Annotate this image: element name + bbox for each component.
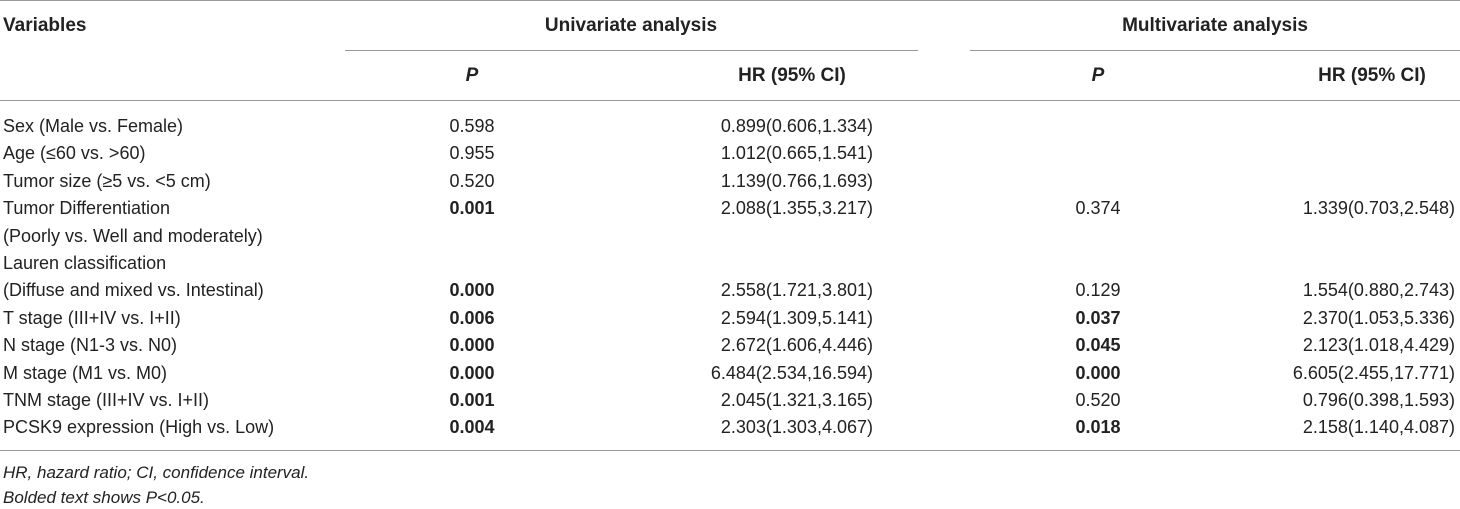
row-uni-p: 0.001 — [449, 390, 495, 410]
row-uni-p: 0.955 — [449, 143, 495, 163]
row-uni-p: 0.001 — [449, 198, 495, 218]
row-variable: (Diffuse and mixed vs. Intestinal) — [3, 280, 264, 300]
row-multi-hr: 2.370(1.053,5.336) — [1302, 308, 1455, 328]
row-uni-hr: 6.484(2.534,16.594) — [710, 363, 873, 383]
row-uni-hr: 2.088(1.355,3.217) — [720, 198, 873, 218]
footnote-abbreviations: HR, hazard ratio; CI, confidence interval. — [3, 463, 310, 482]
row-variable: Lauren classification — [3, 253, 167, 273]
row-uni-p: 0.004 — [449, 417, 495, 437]
row-multi-hr: 1.339(0.703,2.548) — [1302, 198, 1455, 218]
row-variable: N stage (N1-3 vs. N0) — [3, 335, 178, 355]
row-uni-p: 0.006 — [449, 308, 495, 328]
header-variables: Variables — [3, 15, 87, 36]
row-multi-hr: 0.796(0.398,1.593) — [1302, 390, 1455, 410]
row-variable: (Poorly vs. Well and moderately) — [3, 226, 263, 246]
row-multi-hr: 2.158(1.140,4.087) — [1302, 417, 1455, 437]
row-multi-p: 0.520 — [1075, 390, 1121, 410]
multivariate-underline — [970, 50, 1460, 51]
row-uni-hr: 2.045(1.321,3.165) — [720, 390, 873, 410]
row-uni-hr: 1.012(0.665,1.541) — [720, 143, 873, 163]
univariate-underline — [345, 50, 918, 51]
row-variable: TNM stage (III+IV vs. I+II) — [3, 390, 210, 410]
row-multi-p: 0.129 — [1075, 280, 1121, 300]
row-uni-p: 0.000 — [449, 335, 495, 355]
row-multi-p: 0.000 — [1075, 363, 1121, 383]
row-multi-p: 0.018 — [1075, 417, 1121, 437]
row-uni-p: 0.000 — [449, 363, 495, 383]
row-uni-p: 0.520 — [449, 171, 495, 191]
row-uni-hr: 2.558(1.721,3.801) — [720, 280, 873, 300]
header-uni-hr: HR (95% CI) — [738, 65, 846, 86]
row-uni-p: 0.598 — [449, 116, 495, 136]
row-multi-p: 0.037 — [1075, 308, 1121, 328]
table-bottom-rule — [0, 450, 1460, 451]
header-uni-p: P — [465, 65, 479, 86]
header-multi-p: P — [1091, 65, 1105, 86]
header-univariate: Univariate analysis — [544, 15, 718, 36]
row-uni-hr: 2.672(1.606,4.446) — [720, 335, 873, 355]
top-rule — [0, 0, 1460, 1]
row-variable: T stage (III+IV vs. I+II) — [3, 308, 181, 328]
header-multivariate: Multivariate analysis — [1122, 15, 1308, 36]
row-uni-hr: 0.899(0.606,1.334) — [720, 116, 873, 136]
row-uni-hr: 2.303(1.303,4.067) — [720, 417, 873, 437]
row-variable: Age (≤60 vs. >60) — [3, 143, 146, 163]
row-uni-hr: 1.139(0.766,1.693) — [720, 171, 873, 191]
row-variable: Sex (Male vs. Female) — [3, 116, 184, 136]
row-multi-hr: 2.123(1.018,4.429) — [1302, 335, 1455, 355]
row-multi-p: 0.045 — [1075, 335, 1121, 355]
header-multi-hr: HR (95% CI) — [1318, 65, 1426, 86]
footnote-bold-note: Bolded text shows P<0.05. — [3, 488, 205, 507]
row-variable: Tumor Differentiation — [3, 198, 171, 218]
row-uni-hr: 2.594(1.309,5.141) — [720, 308, 873, 328]
row-uni-p: 0.000 — [449, 280, 495, 300]
row-multi-hr: 1.554(0.880,2.743) — [1302, 280, 1455, 300]
row-multi-p: 0.374 — [1075, 198, 1121, 218]
row-variable: PCSK9 expression (High vs. Low) — [3, 417, 275, 437]
row-variable: Tumor size (≥5 vs. <5 cm) — [3, 171, 211, 191]
row-multi-hr: 6.605(2.455,17.771) — [1292, 363, 1455, 383]
header-bottom-rule — [0, 100, 1460, 101]
row-variable: M stage (M1 vs. M0) — [3, 363, 168, 383]
